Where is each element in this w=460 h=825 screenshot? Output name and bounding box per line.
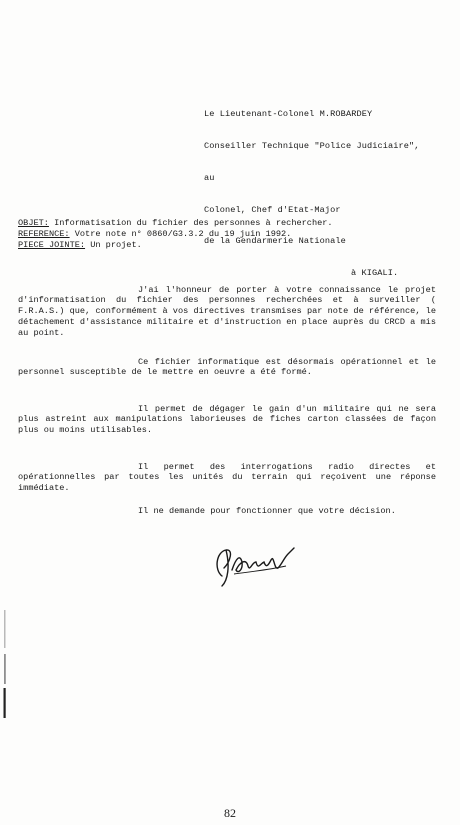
body-paragraph-2: Ce fichier informatique est désormais opérationnel et le personnel susceptible de le mettre en oeuvre a été formé. [18, 356, 436, 378]
page-number: 82 [224, 806, 236, 820]
address-line: de la Gendarmerie Nationale [204, 236, 346, 247]
address-line: Le Lieutenant-Colonel M.ROBARDEY [204, 109, 373, 120]
objet-label: OBJET: [18, 218, 49, 228]
reference-text: Votre note n° 0860/G3.3.2 du 19 juin 1992. [69, 229, 292, 239]
address-block [204, 88, 420, 300]
body-paragraph-1: J'ai l'honneur de porter à votre connaissance le projet d'informatisation du fichier des personnes recherchées et à surveiller ( F.R.A.S.) que, conformément à vos directives transmises par note de référence, le détachement d'assistance militaire et d'instruction en place auprès du CRCD a mis au point. [18, 284, 436, 338]
body-paragraph-3: Il permet de dégager le gain d'un militaire qui ne sera plus astreint aux manipulations laborieuses de fiches carton classées de façon plus ou moins utilisables. [18, 403, 436, 436]
piece-jointe-row [18, 240, 438, 251]
address-line: au [204, 172, 215, 183]
objet-row [18, 218, 438, 229]
body-paragraph-5: Il ne demande pour fonctionner que votre décision. [138, 505, 396, 516]
objet-text: Informatisation du fichier des personnes à rechercher. [48, 218, 333, 228]
body-paragraph-4: Il permet des interrogations radio directes et opérationnelles par toutes les unités du terrain qui reçoivent une réponse immédiate. [18, 461, 436, 494]
handwritten-signature [208, 540, 303, 590]
address-city: à KIGALI. [351, 268, 399, 279]
reference-row [18, 229, 438, 240]
address-line: Colonel, Chef d'Etat-Major [204, 204, 341, 215]
letter-header [18, 218, 438, 251]
piece-jointe-text: Un projet. [85, 240, 142, 250]
reference-label: REFERENCE: [18, 229, 70, 239]
address-line: Conseiller Technique "Police Judiciaire", [204, 140, 420, 151]
margin-binding-marks [2, 610, 8, 720]
piece-jointe-label: PIECE JOINTE: [18, 240, 86, 250]
